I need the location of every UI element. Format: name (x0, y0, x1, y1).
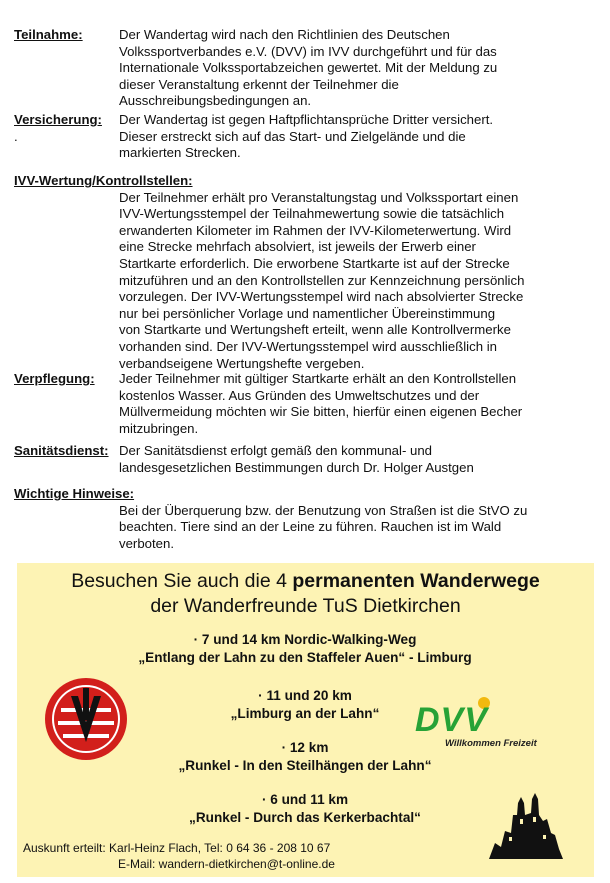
castle-icon (485, 785, 565, 861)
text-line: dieser Veranstaltung erkennt der Teilnehmer die (119, 76, 399, 92)
route-name: „Runkel - In den Steilhängen der Lahn“ (178, 758, 432, 773)
ivv-logo-i (83, 688, 89, 720)
text-line: Der Wandertag ist gegen Haftpflichtansprüche Dritter versichert. (119, 112, 494, 127)
text-line: eine Strecke mehrfach absolviert, ist jeweils der Erwerb einer (119, 239, 476, 255)
dvv-logo-text: DVV (415, 701, 488, 739)
dvv-logo (415, 696, 565, 756)
text-line: Dieser erstreckt sich auf das Start- und Zielgelände und die (119, 128, 466, 144)
text-line: landesgesetzlichen Bestimmungen durch Dr. Holger Austgen (119, 459, 474, 475)
text-line: Volkssportverbandes e.V. (DVV) im IVV durchgeführt und für das (119, 43, 497, 59)
route-4 (135, 791, 475, 827)
contact-info: Auskunft erteilt: Karl-Heinz Flach, Tel: 0 64 36 - 208 10 67 (23, 841, 331, 855)
route-distance: · 7 und 14 km Nordic-Walking-Weg (193, 632, 417, 647)
label-versicherung: Versicherung: (14, 112, 102, 127)
banner-wanderwege (17, 563, 594, 877)
label-hinweise: Wichtige Hinweise: (14, 486, 135, 501)
text-line: verboten. (119, 535, 174, 551)
text-versicherung (119, 112, 594, 162)
text-line: IVV-Wertungsstempel der Teilnahmewertung sowie die tatsächlich (119, 206, 505, 222)
contact-email: E-Mail: wandern-dietkirchen@t-online.de (118, 857, 335, 871)
text-line: verbandseigene Wertungshefte vergeben. (119, 355, 365, 371)
text-line: markierten Strecken. (119, 145, 241, 161)
marker-dot: . (14, 129, 18, 144)
label-sanitaetsdienst: Sanitätsdienst: (14, 443, 109, 458)
text-sanitaetsdienst (119, 443, 594, 476)
route-name: „Limburg an der Lahn“ (230, 706, 380, 721)
text-teilnahme (119, 27, 594, 110)
text-line: Müllvermeidung möchten wir Sie bitten, hierfür einen eigenen Becher (119, 404, 523, 420)
text-line: Der Teilnehmer erhält pro Veranstaltungstag und Volkssportart einen (119, 189, 519, 205)
section-ivv-wertung (14, 173, 594, 372)
text-line: erwanderten Kilometer im Rahmen der IVV-Kilometerwertung. Wird (119, 222, 512, 238)
text-ivv-wertung (119, 190, 594, 373)
route-distance: · 11 und 20 km (258, 688, 352, 703)
text-line: Der Wandertag wird nach den Richtlinien des Deutschen (119, 27, 450, 42)
banner-title (17, 569, 594, 593)
text-line: Bei der Überquerung bzw. der Benutzung von Straßen ist die StVO zu (119, 502, 528, 518)
ivv-logo-icon (43, 676, 129, 762)
banner-title-prefix: Besuchen Sie auch die 4 (71, 570, 293, 592)
text-line: Der Sanitätsdienst erfolgt gemäß den kommunal- und (119, 443, 432, 458)
label-ivv-wertung: IVV-Wertung/Kontrollstellen: (14, 173, 193, 188)
route-name: „Entlang der Lahn zu den Staffeler Auen“ - Limburg (138, 650, 472, 665)
text-line: Internationale Volkssportabzeichen gewertet. Mit der Meldung zu (119, 60, 498, 76)
text-line: von Startkarte und Wertungsheft erteilt, wenn alle Kontrollvermerke (119, 322, 511, 338)
route-distance: · 6 und 11 km (261, 792, 349, 807)
route-name: „Runkel - Durch das Kerkerbachtal“ (189, 810, 421, 825)
dvv-logo-tagline: Willkommen Freizeit (445, 738, 537, 749)
route-distance: · 12 km (281, 740, 329, 755)
text-line: Startkarte erforderlich. Die erworbene Startkarte ist auf der Strecke (119, 255, 510, 271)
label-verpflegung: Verpflegung: (14, 371, 95, 386)
text-line: Jeder Teilnehmer mit gültiger Startkarte erhält an den Kontrollstellen (119, 371, 517, 386)
section-teilnahme (14, 27, 594, 110)
section-versicherung (14, 112, 594, 162)
text-line: mitzubringen. (119, 420, 199, 436)
text-line: mitzuführen und an den Kontrollstellen zur Kennzeichnung persönlich (119, 272, 525, 288)
text-line: vorhanden sind. Der IVV-Wertungsstempel wird ausschließlich in (119, 338, 497, 354)
text-line: vorzulegen. Der IVV-Wertungsstempel wird nach absolvierter Strecke (119, 289, 524, 305)
text-line: kostenlos Wasser. Aus Gründen des Umweltschutzes und der (119, 387, 480, 403)
route-1 (135, 631, 475, 667)
text-line: Ausschreibungsbedingungen an. (119, 93, 312, 109)
banner-subtitle: der Wanderfreunde TuS Dietkirchen (150, 595, 461, 617)
section-hinweise (14, 486, 594, 552)
section-verpflegung (14, 371, 594, 437)
section-sanitaetsdienst (14, 443, 594, 476)
banner-title-bold: permanenten Wanderwege (292, 570, 540, 592)
text-line: nur bei persönlicher Vorlage und namentlicher Übereinstimmung (119, 305, 496, 321)
text-verpflegung (119, 371, 594, 437)
text-hinweise (119, 503, 594, 553)
label-teilnahme: Teilnahme: (14, 27, 83, 42)
text-line: beachten. Tiere sind an der Leine zu führen. Rauchen ist im Wald (119, 519, 502, 535)
castle-silhouette (489, 793, 563, 859)
